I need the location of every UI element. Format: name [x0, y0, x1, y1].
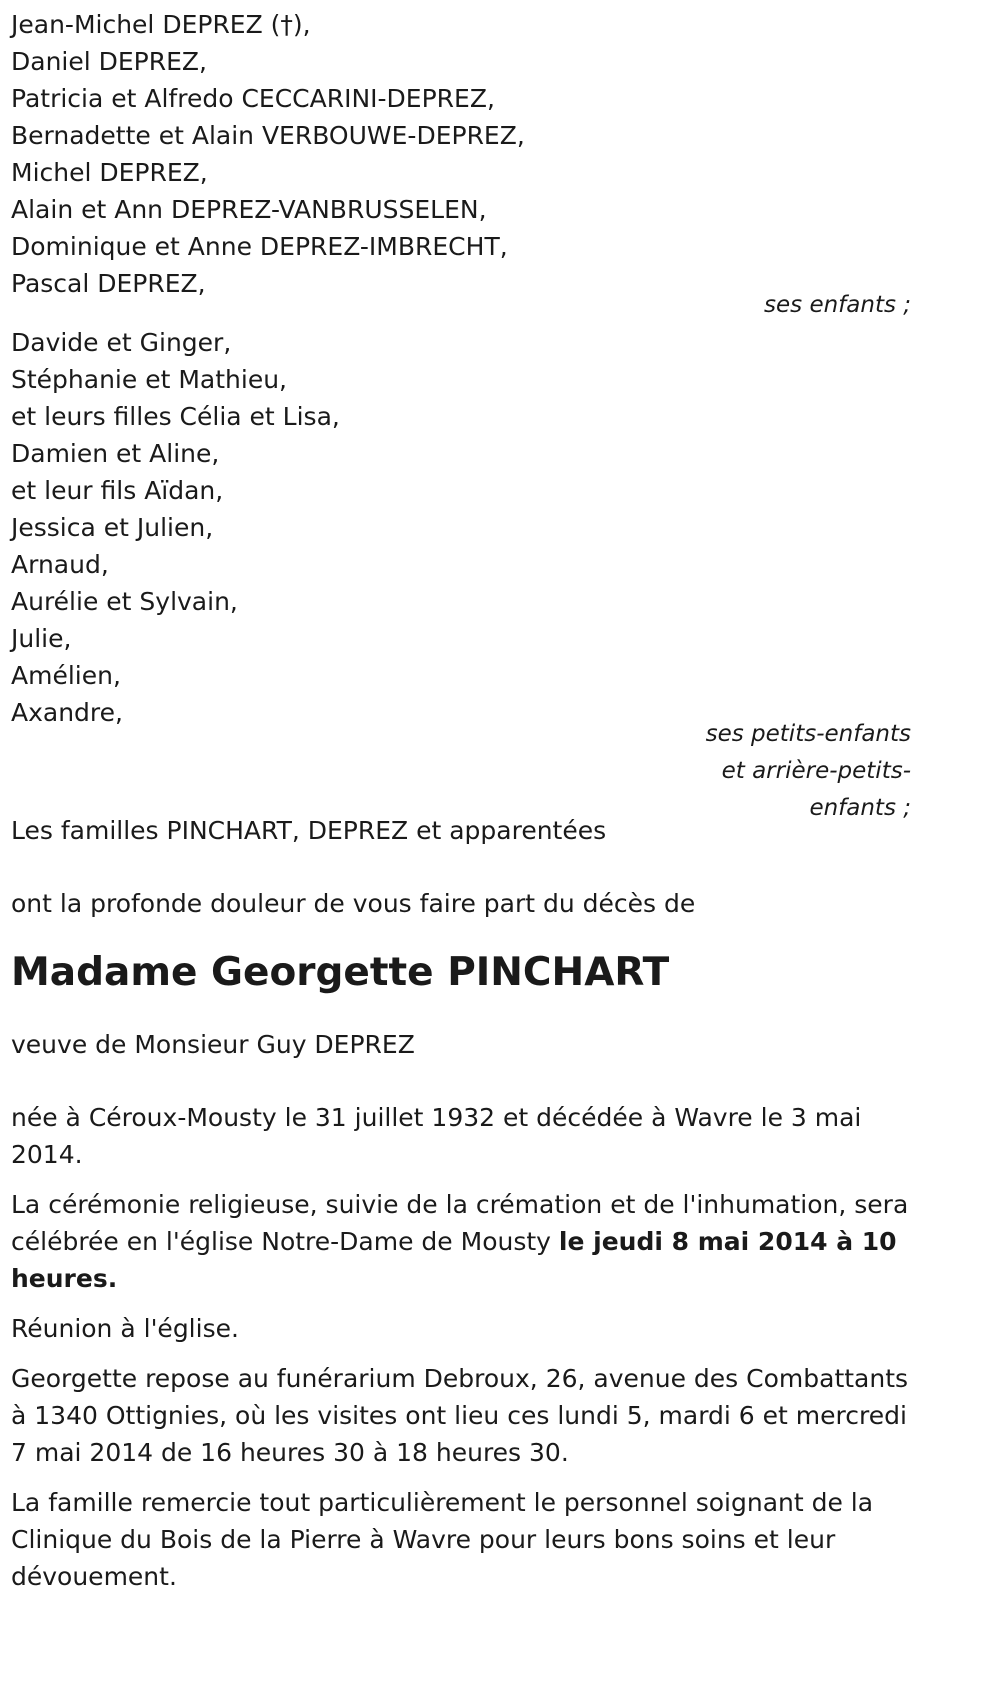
child-name: Daniel DEPREZ, — [11, 47, 207, 76]
role-line: et arrière-petits- — [721, 758, 911, 784]
families-line: Les familles PINCHART, DEPREZ et apparentées — [11, 816, 607, 845]
grandchild-name: Aurélie et Sylvain, — [11, 587, 238, 616]
ceremony-paragraph — [11, 1186, 911, 1297]
announcement-line: ont la profonde douleur de vous faire part du décès de — [11, 889, 696, 918]
grandchildren-role-label — [11, 716, 911, 827]
children-list — [11, 6, 931, 302]
grandchild-name: Davide et Ginger, — [11, 328, 232, 357]
child-name: Michel DEPREZ, — [11, 158, 208, 187]
thanks-paragraph: La famille remercie tout particulièrement le personnel soignant de la Clinique du Bois de la Pierre à Wavre pour leurs bons soins et leur dévouement. — [11, 1488, 874, 1591]
child-name: Patricia et Alfredo CECCARINI-DEPREZ, — [11, 84, 495, 113]
child-name: Jean-Michel DEPREZ (†), — [11, 10, 311, 39]
deceased-name: Madame Georgette PINCHART — [11, 950, 670, 995]
meeting-paragraph: Réunion à l'église. — [11, 1314, 239, 1343]
grandchild-name: et leur fils Aïdan, — [11, 476, 224, 505]
role-line: enfants ; — [809, 795, 911, 821]
grandchild-name: Stéphanie et Mathieu, — [11, 365, 287, 394]
widow-of-line: veuve de Monsieur Guy DEPREZ — [11, 1030, 415, 1059]
child-name: Alain et Ann DEPREZ-VANBRUSSELEN, — [11, 195, 487, 224]
grandchild-name: Damien et Aline, — [11, 439, 220, 468]
child-name: Dominique et Anne DEPREZ-IMBRECHT, — [11, 232, 508, 261]
repose-paragraph: Georgette repose au funérarium Debroux, 26, avenue des Combattants à 1340 Ottignies, où les visites ont lieu ces lundi 5, mardi 6 et mercredi 7 mai 2014 de 16 heures 30 à 18 heures 30. — [11, 1364, 909, 1467]
grandchild-name: Amélien, — [11, 661, 121, 690]
grandchild-name: Arnaud, — [11, 550, 109, 579]
grandchild-name: et leurs filles Célia et Lisa, — [11, 402, 340, 431]
grandchildren-list — [11, 324, 931, 731]
children-role-label: ses enfants ; — [764, 292, 911, 318]
birth-death-paragraph: née à Céroux-Mousty le 31 juillet 1932 et décédée à Wavre le 3 mai 2014. — [11, 1103, 862, 1169]
ceremony-text: La cérémonie religieuse, suivie de la crémation et de l'inhumation, sera célébrée en l'église Notre-Dame de Mousty — [11, 1190, 909, 1256]
role-line: ses petits-enfants — [705, 721, 911, 747]
ceremony-date: le jeudi 8 mai 2014 à 10 heures. — [11, 1227, 897, 1293]
grandchild-name: Jessica et Julien, — [11, 513, 214, 542]
child-name: Bernadette et Alain VERBOUWE-DEPREZ, — [11, 121, 525, 150]
child-name: Pascal DEPREZ, — [11, 269, 206, 298]
grandchild-name: Julie, — [11, 624, 72, 653]
grandchild-name: Axandre, — [11, 698, 123, 727]
